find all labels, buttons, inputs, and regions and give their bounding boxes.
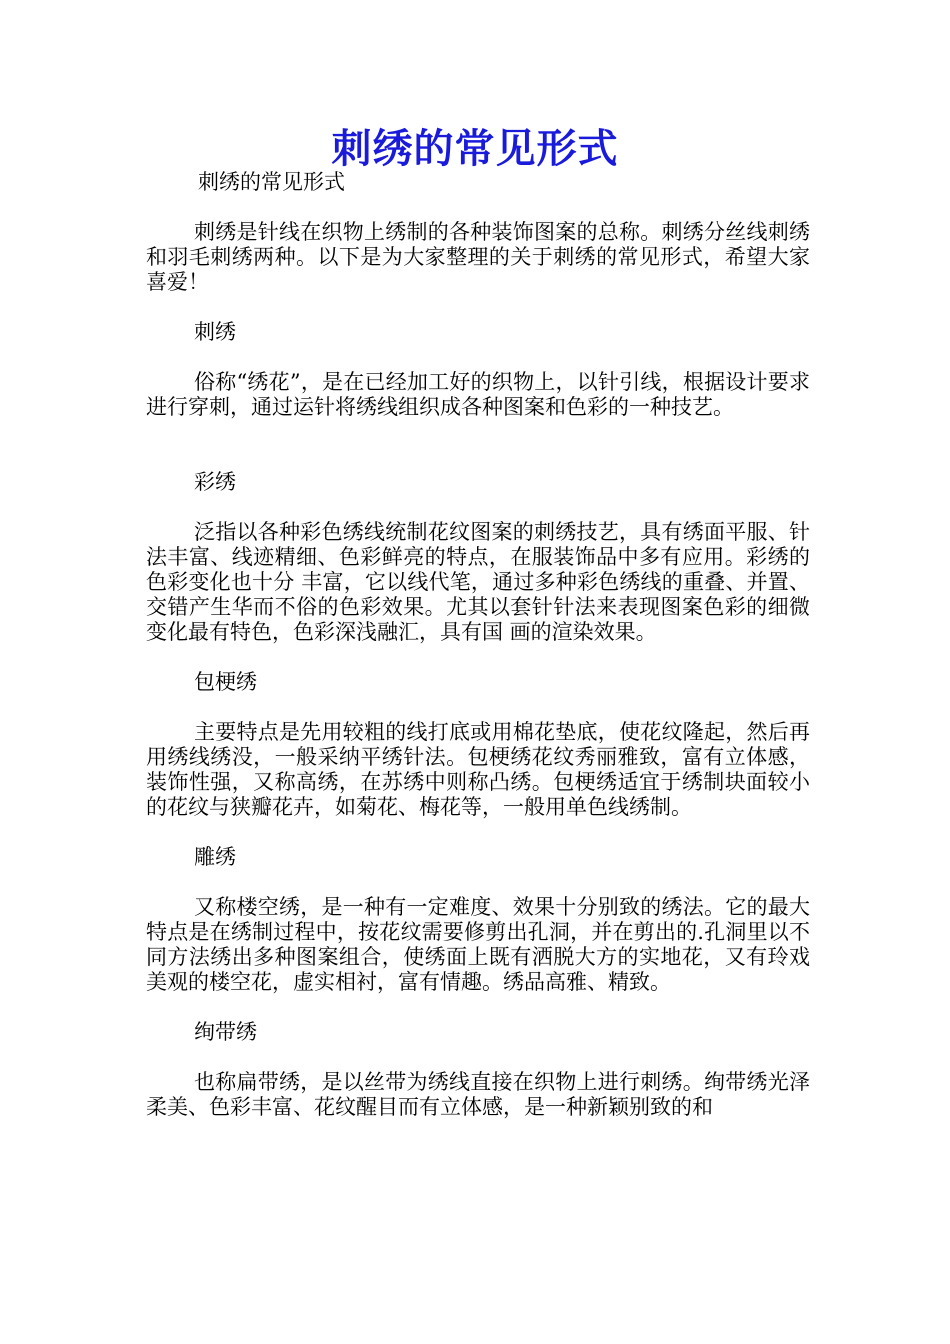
section-heading-cixiu: 刺绣 [194, 320, 236, 344]
document-title: 刺绣的常见形式 [331, 125, 619, 172]
section-text-caixiu: 泛指以各种彩色绣线统制花纹图案的刺绣技艺，具有绣面平服、针法丰富、线迹精细、色彩鲜亮的特点，在服装饰品中多有应用。彩绣的色彩变化也十分 丰富，它以线代笔，通过多种彩色绣线的重叠、并置、交错产生华而不俗的色彩效果。尤其以套针针法来表现图案色彩的细微变化最有特色，色彩深浅融汇，具有国 画的渲染效果。 [146, 520, 810, 644]
section-heading-xuandaixiu: 绚带绣 [194, 1020, 257, 1044]
section-text-xuandaixiu: 也称扁带绣，是以丝带为绣线直接在织物上进行刺绣。绚带绣光泽柔美、色彩丰富、花纹醒目而有立体感，是一种新颖别致的和 [146, 1070, 810, 1119]
section-text-diaoxiu: 又称楼空绣，是一种有一定难度、效果十分别致的绣法。它的最大特点是在绣制过程中，按花纹需要修剪出孔洞，并在剪出的.孔洞里以不同方法绣出多种图案组合，使绣面上既有洒脱大方的实地花，又有玲戏美观的楼空花，虚实相衬，富有情趣。绣品高雅、精致。 [146, 895, 810, 994]
blank-line [146, 445, 810, 470]
document-body [146, 170, 810, 1145]
section-text-cixiu: 俗称“绣花”，是在已经加工好的织物上，以针引线，根据设计要求进行穿刺，通过运针将绣线组织成各种图案和色彩的一种技艺。 [146, 370, 810, 419]
intro-paragraph: 刺绣是针线在织物上绣制的各种装饰图案的总称。刺绣分丝线刺绣和羽毛刺绣两种。以下是为大家整理的关于刺绣的常见形式，希望大家喜爱！ [146, 220, 810, 294]
section-heading-diaoxiu: 雕绣 [194, 845, 236, 869]
document-subtitle: 刺绣的常见形式 [198, 170, 345, 194]
section-heading-baogengxiu: 包梗绣 [194, 670, 257, 694]
section-text-baogengxiu: 主要特点是先用较粗的线打底或用棉花垫底，使花纹隆起，然后再用绣线绣没，一般采纳平绣针法。包梗绣花纹秀丽雅致，富有立体感，装饰性强，又称高绣，在苏绣中则称凸绣。包梗绣适宜于绣制块面较小的花纹与狭瓣花卉，如菊花、梅花等，一般用单色线绣制。 [146, 720, 810, 819]
section-heading-caixiu: 彩绣 [194, 470, 236, 494]
